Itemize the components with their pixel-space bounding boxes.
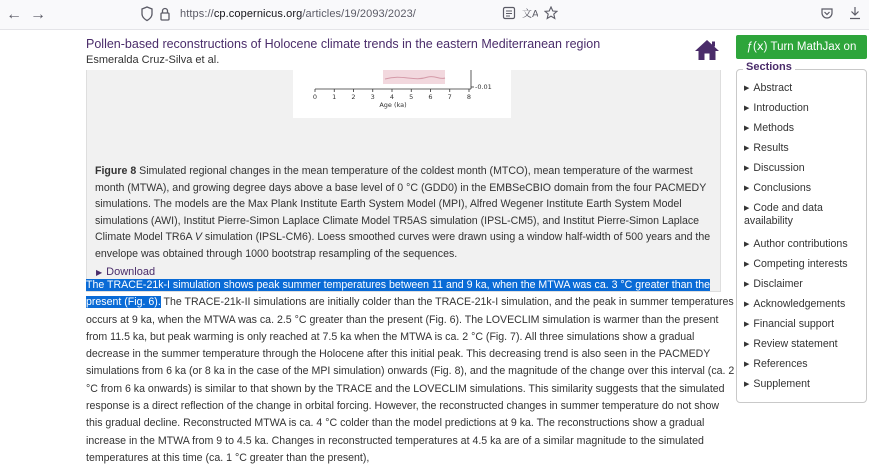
sidebar-item-label: Results	[753, 142, 789, 154]
caret-right-icon: ▶	[744, 361, 750, 368]
sidebar-item[interactable]	[744, 258, 866, 271]
sidebar-item-label: Supplement	[753, 378, 810, 390]
chart-x-ticks	[313, 89, 471, 101]
svg-text:文A: 文A	[522, 9, 538, 20]
back-button[interactable]: ←	[6, 6, 22, 23]
sidebar-item-label: Acknowledgements	[753, 298, 846, 310]
caption-tail: simulation (IPSL-CM6). Loess smoothed curves were drawn using a window half-width of 500 years and the envelope was obtained through 1000 bootstrap resampling of the sequences.	[95, 231, 711, 260]
sidebar-item[interactable]	[744, 298, 866, 311]
home-icon[interactable]	[694, 38, 720, 62]
url-bar[interactable]	[180, 8, 416, 20]
caret-right-icon: ▶	[744, 165, 750, 172]
sidebar-item[interactable]	[744, 122, 866, 135]
url-prefix: https://	[180, 8, 214, 20]
chart-x-tick-label: 0	[312, 93, 318, 101]
chart-x-tick-label: 1	[332, 93, 337, 101]
figure-caption	[95, 163, 715, 263]
caret-right-icon: ▶	[744, 145, 750, 152]
article-authors: Esmeralda Cruz-Silva et al.	[86, 54, 220, 66]
chart-x-tick-label: 7	[447, 93, 452, 101]
sidebar-item-label: Competing interests	[753, 258, 848, 270]
caret-right-icon: ▶	[744, 261, 750, 268]
sections-panel	[736, 61, 867, 403]
sidebar-item[interactable]	[744, 102, 866, 115]
download-label: Download	[106, 266, 156, 278]
sidebar-item[interactable]	[744, 278, 866, 291]
sidebar-item[interactable]	[744, 378, 866, 391]
paragraph-text: The TRACE-21k-II simulations are initially colder than the TRACE-21k-I simulation, and the peak in summer temperatures occurs at 9 ka, when the MTWA was ca. 2.5 °C greater than the present (Fig. 6). The LOVECLIM simulation is warmer than the present from 11.5 ka, but peak warming is only reached at 7.5 ka when the MTWA is ca. 2 °C (Fig. 7). All three simulations show a gradual decrease in the summer temperature through the Holocene after this initial peak. This decreasing trend is also seen in the PACMEDY simulations from 6 ka (or 8 ka in the case of the MPI simulation) onwards (Fig. 8), and the magnitude of the change over this interval (ca. 2 °C from 6 ka onwards) is similar to that shown by the TRACE and the LOVECLIM simulations. This similarity suggests that the simulated response is a direct reflection of the change in orbital forcing. However, the reconstructed changes in summer temperature do not show this gradual decline. Reconstructed MTWA is ca. 4 °C colder than the model predictions at 9 ka. The reconstructions show a gradual increase in the MTWA from 9 to 4.5 ka. Changes in reconstructed temperatures at 4.5 ka are of a similar magnitude to the simulated temperatures at this time (ca. 1 °C greater than the present),	[86, 296, 735, 464]
sidebar-item[interactable]	[744, 202, 866, 228]
sidebar-item[interactable]	[744, 142, 866, 155]
article-main	[86, 30, 736, 464]
sidebar-item-label: Financial support	[753, 318, 835, 330]
translate-icon[interactable]	[522, 6, 538, 23]
sidebar-item[interactable]	[744, 82, 866, 95]
chart-x-axis-label: Age (ka)	[379, 101, 407, 109]
chart-y-tick-label: -0.01	[475, 83, 492, 91]
chart-x-tick-label: 4	[389, 93, 395, 101]
url-path: /articles/19/2093/2023/	[302, 8, 416, 20]
caret-right-icon: ▶	[744, 281, 750, 288]
sidebar-item-label: Author contributions	[753, 238, 848, 250]
downloads-icon[interactable]	[848, 6, 862, 23]
sidebar-item[interactable]	[744, 358, 866, 371]
caret-right-icon: ▶	[744, 205, 750, 212]
caret-right-icon: ▶	[744, 125, 750, 132]
sections-title: Sections	[743, 61, 795, 73]
mathjax-toggle-button[interactable]: ƒ(ⅹ) Turn MathJax on	[736, 35, 867, 59]
browser-toolbar	[0, 0, 869, 30]
reader-view-icon[interactable]	[502, 6, 516, 23]
sidebar-item-label: Abstract	[753, 82, 793, 94]
figure-chart[interactable]	[293, 70, 511, 118]
article-title[interactable]: Pollen-based reconstructions of Holocene climate trends in the eastern Mediterranean region	[86, 37, 601, 51]
caret-right-icon: ▶	[744, 241, 750, 248]
selected-text[interactable]: The TRACE-21k-I simulation shows peak summer temperatures between 11 and 9 ka, when the MTWA was ca. 3 °C greater than the present (Fig. 6).	[86, 279, 711, 309]
sidebar-item-label: Conclusions	[753, 182, 812, 194]
caption-italic: V	[194, 231, 202, 244]
sidebar-item-label: References	[753, 358, 808, 370]
chart-x-tick-label: 3	[370, 93, 375, 101]
sidebar	[736, 30, 869, 456]
caret-right-icon: ▶	[96, 268, 103, 277]
chart-svg	[293, 70, 511, 118]
sidebar-item[interactable]	[744, 182, 866, 195]
sidebar-item[interactable]	[744, 162, 866, 175]
pocket-icon[interactable]	[820, 6, 834, 23]
caret-right-icon: ▶	[744, 381, 750, 388]
caption-text: Simulated regional changes in the mean temperature of the coldest month (MTCO), mean temperature of the warmest month (MTWA), and growing degree days above a base level of 0 °C (GDD0) in the EMBSeCBIO domain from the four PACMEDY simulations. The models are the Max Plank Institute Earth System Model (MPI), Alfred Wegener Institute Earth System Model simulations (AWI), Institut Pierre-Simon Laplace Climate Model TR5AS simulation (IPSL-CM5), and Institut Pierre-Simon Laplace Climate Model TR6A	[95, 165, 707, 244]
sidebar-item-label: Discussion	[753, 162, 805, 174]
caret-right-icon: ▶	[744, 321, 750, 328]
caret-right-icon: ▶	[744, 301, 750, 308]
sidebar-item[interactable]	[744, 318, 866, 331]
bookmark-star-icon[interactable]	[544, 6, 558, 23]
url-domain: cp.copernicus.org	[213, 8, 303, 20]
chart-x-tick-label: 8	[466, 93, 472, 101]
caret-right-icon: ▶	[744, 185, 750, 192]
chart-x-tick-label: 5	[409, 93, 414, 101]
sidebar-item-label: Disclaimer	[753, 278, 803, 290]
sidebar-item-label: Code and data availability	[744, 202, 823, 227]
figure-box	[86, 70, 721, 292]
chart-x-tick-label: 6	[428, 93, 433, 101]
shield-icon[interactable]	[140, 6, 172, 25]
chart-x-tick-label: 2	[351, 93, 356, 101]
sidebar-item[interactable]	[744, 338, 866, 351]
figure-label: Figure 8	[95, 165, 137, 177]
sidebar-item-label: Review statement	[753, 338, 838, 350]
article-paragraph[interactable]	[86, 277, 738, 467]
sidebar-item-label: Introduction	[753, 102, 809, 114]
caret-right-icon: ▶	[744, 85, 750, 92]
forward-button[interactable]: →	[30, 6, 46, 23]
caret-right-icon: ▶	[744, 341, 750, 348]
sidebar-item-label: Methods	[753, 122, 795, 134]
sidebar-item[interactable]	[744, 238, 866, 251]
caret-right-icon: ▶	[744, 105, 750, 112]
